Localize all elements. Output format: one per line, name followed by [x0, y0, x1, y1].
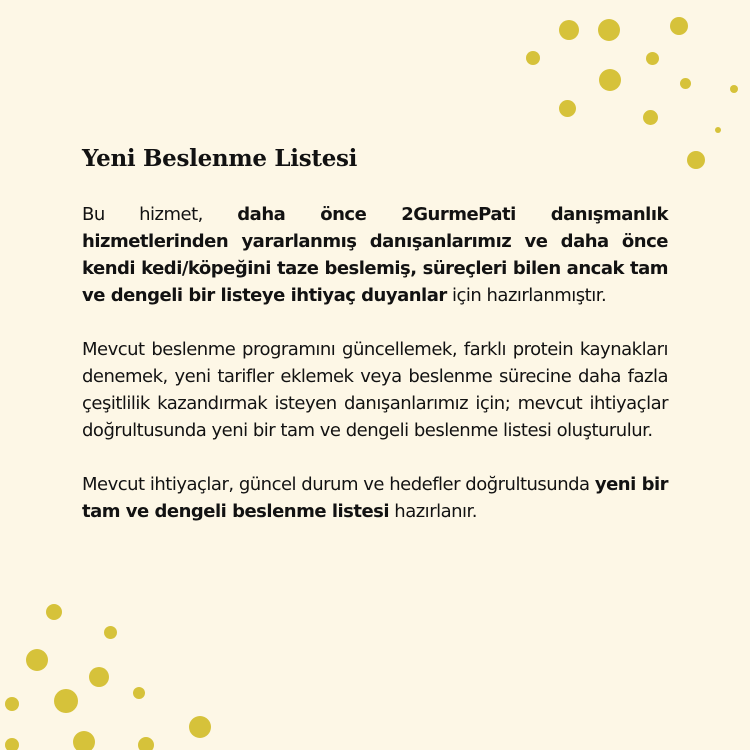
- decor-dot: [643, 110, 658, 125]
- decor-dot: [559, 20, 579, 40]
- decor-dot: [54, 689, 78, 713]
- decor-dot: [687, 151, 705, 169]
- summary-tail-text: hazırlanır.: [389, 501, 477, 522]
- summary-lead-text: Mevcut ihtiyaçlar, güncel durum ve hedefler doğrultusunda: [82, 474, 595, 495]
- decor-dot: [730, 85, 738, 93]
- decor-dot: [5, 697, 19, 711]
- decor-dot: [715, 127, 721, 133]
- intro-tail-text: için hazırlanmıştır.: [446, 285, 607, 306]
- decor-dot: [599, 69, 621, 91]
- decor-dot: [104, 626, 117, 639]
- decor-dot: [598, 19, 620, 41]
- decor-dot: [133, 687, 145, 699]
- decor-dot: [189, 716, 211, 738]
- paragraph-intro: [82, 201, 668, 309]
- paragraph-summary: [82, 471, 668, 525]
- content-body: [82, 201, 668, 552]
- decor-dot: [26, 649, 48, 671]
- page-title: Yeni Beslenme Listesi: [82, 145, 358, 172]
- intro-bold-text: daha önce 2GurmePati danışmanlık hizmetlerinden yararlanmış danışanlarımız ve daha önce kendi kedi/köpeğini taze beslemiş, süreçleri bilen ancak tam ve dengeli bir listeye ihtiyaç duyanlar: [82, 204, 668, 306]
- decor-dot: [5, 738, 19, 750]
- decor-dot: [559, 100, 576, 117]
- decor-dot: [670, 17, 688, 35]
- decor-dot: [73, 731, 95, 750]
- decor-dot: [680, 78, 691, 89]
- intro-lead-text: Bu hizmet,: [82, 204, 238, 225]
- decor-dot: [526, 51, 540, 65]
- decor-dot: [646, 52, 659, 65]
- decor-dot: [138, 737, 154, 750]
- decor-dot: [89, 667, 109, 687]
- paragraph-details: [82, 336, 668, 444]
- details-text: Mevcut beslenme programını güncellemek, farklı protein kaynakları denemek, yeni tarifler eklemek veya beslenme sürecine daha fazla çeşitlilik kazandırmak isteyen danışanlarımız için; mevcut ihtiyaçlar doğrultusunda yeni bir tam ve dengeli beslenme listesi oluşturulur.: [82, 339, 668, 441]
- summary-bold-text: yeni bir tam ve dengeli beslenme listesi: [82, 474, 669, 522]
- decor-dot: [46, 604, 62, 620]
